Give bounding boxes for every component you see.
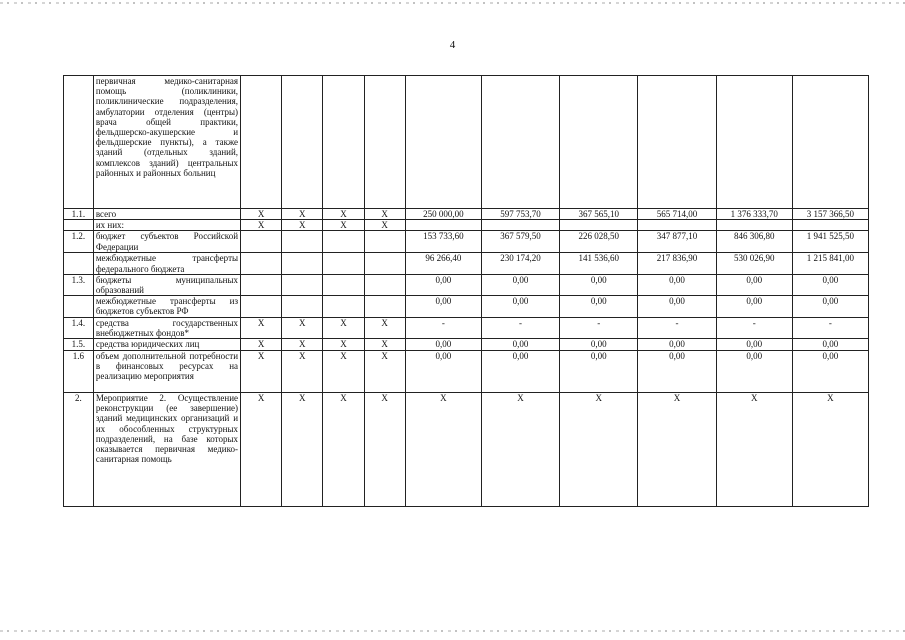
mark-cell: Х — [323, 209, 364, 220]
value-cell — [560, 220, 638, 231]
value-cell: 141 536,60 — [560, 253, 638, 274]
value-cell: 0,00 — [481, 351, 559, 393]
value-cell: 0,00 — [716, 339, 792, 351]
mark-cell — [364, 253, 405, 274]
mark-cell — [364, 231, 405, 253]
value-cell: - — [481, 317, 559, 338]
mark-cell: Х — [323, 339, 364, 351]
value-cell: 0,00 — [792, 274, 868, 295]
value-cell: 347 877,10 — [638, 231, 716, 253]
value-cell — [792, 76, 868, 209]
mark-cell — [282, 76, 323, 209]
value-cell: 367 579,50 — [481, 231, 559, 253]
row-name-cell: их них: — [93, 220, 240, 231]
value-cell: 0,00 — [792, 296, 868, 317]
row-name-cell: объем дополнительной потребности в финансовых ресурсах на реализацию мероприятия — [93, 351, 240, 393]
mark-cell: Х — [241, 393, 282, 507]
mark-cell: Х — [282, 317, 323, 338]
row-number-cell: 2. — [64, 393, 94, 507]
row-number-cell: 1.5. — [64, 339, 94, 351]
value-cell: Х — [792, 393, 868, 507]
mark-cell: Х — [282, 351, 323, 393]
value-cell: Х — [405, 393, 481, 507]
mark-cell: Х — [323, 351, 364, 393]
value-cell: 565 714,00 — [638, 209, 716, 220]
value-cell: 0,00 — [716, 351, 792, 393]
mark-cell — [323, 296, 364, 317]
table-row — [64, 253, 869, 274]
value-cell: 0,00 — [405, 339, 481, 351]
value-cell: 0,00 — [405, 274, 481, 295]
page-number: 4 — [449, 39, 456, 51]
value-cell: 0,00 — [560, 274, 638, 295]
value-cell: Х — [716, 393, 792, 507]
row-number-cell — [64, 76, 94, 209]
value-cell: 0,00 — [716, 296, 792, 317]
row-number-cell: 1.1. — [64, 209, 94, 220]
mark-cell: Х — [364, 220, 405, 231]
mark-cell — [323, 76, 364, 209]
mark-cell: Х — [364, 393, 405, 507]
value-cell — [405, 220, 481, 231]
financing-table — [63, 75, 869, 507]
value-cell: 0,00 — [716, 274, 792, 295]
mark-cell — [241, 76, 282, 209]
row-number-cell: 1.3. — [64, 274, 94, 295]
value-cell: - — [792, 317, 868, 338]
value-cell: 226 028,50 — [560, 231, 638, 253]
mark-cell: Х — [364, 317, 405, 338]
mark-cell — [282, 231, 323, 253]
row-number-cell — [64, 296, 94, 317]
mark-cell: Х — [323, 393, 364, 507]
row-name-cell: бюджеты муниципальных образований — [93, 274, 240, 295]
mark-cell: Х — [282, 220, 323, 231]
mark-cell — [282, 274, 323, 295]
mark-cell — [241, 274, 282, 295]
mark-cell: Х — [323, 220, 364, 231]
value-cell: 846 306,80 — [716, 231, 792, 253]
table-row — [64, 351, 869, 393]
value-cell: 0,00 — [405, 351, 481, 393]
value-cell: Х — [560, 393, 638, 507]
table-row — [64, 393, 869, 507]
row-name-cell: межбюджетные трансферты из бюджетов субъектов РФ — [93, 296, 240, 317]
table-row — [64, 296, 869, 317]
mark-cell: Х — [364, 339, 405, 351]
table-row — [64, 220, 869, 231]
scan-edge-top — [0, 2, 905, 4]
mark-cell — [241, 296, 282, 317]
value-cell: - — [716, 317, 792, 338]
mark-cell: Х — [282, 209, 323, 220]
table-row — [64, 339, 869, 351]
row-name-cell: средства государственных внебюджетных фондов* — [93, 317, 240, 338]
value-cell: 3 157 366,50 — [792, 209, 868, 220]
value-cell: 1 941 525,50 — [792, 231, 868, 253]
mark-cell — [241, 231, 282, 253]
value-cell: 0,00 — [560, 339, 638, 351]
mark-cell: Х — [323, 317, 364, 338]
row-name-cell: первичная медико-санитарная помощь (поликлиники, поликлинические подразделения, амбулатории отделения (центры) врача общей практики, фельдшерско-акушерские и фельдшерские пункты), а также зданий (отдельных зданий, комплексов зданий) центральных районных и районных больниц — [93, 76, 240, 209]
row-name-cell: Мероприятие 2. Осуществление реконструкции (ее завершение) зданий медицинских организаций и их обособленных структурных подразделений, на базе которых оказывается первичная медико-санитарная помощь — [93, 393, 240, 507]
value-cell — [638, 76, 716, 209]
mark-cell — [282, 253, 323, 274]
row-name-cell: средства юридических лиц — [93, 339, 240, 351]
table-row — [64, 231, 869, 253]
row-number-cell: 1.2. — [64, 231, 94, 253]
value-cell: 530 026,90 — [716, 253, 792, 274]
value-cell: 217 836,90 — [638, 253, 716, 274]
table-row — [64, 209, 869, 220]
value-cell: 1 376 333,70 — [716, 209, 792, 220]
mark-cell — [323, 274, 364, 295]
mark-cell — [323, 231, 364, 253]
mark-cell: Х — [282, 339, 323, 351]
value-cell: 0,00 — [638, 274, 716, 295]
row-number-cell — [64, 253, 94, 274]
value-cell — [481, 76, 559, 209]
value-cell: 0,00 — [481, 274, 559, 295]
value-cell: - — [560, 317, 638, 338]
value-cell: 96 266,40 — [405, 253, 481, 274]
value-cell: 367 565,10 — [560, 209, 638, 220]
value-cell: 0,00 — [792, 351, 868, 393]
scan-edge-bottom — [0, 630, 905, 632]
value-cell: 0,00 — [560, 296, 638, 317]
value-cell: 0,00 — [638, 296, 716, 317]
table-row — [64, 76, 869, 209]
value-cell: 597 753,70 — [481, 209, 559, 220]
mark-cell: Х — [241, 317, 282, 338]
mark-cell — [364, 274, 405, 295]
value-cell — [716, 220, 792, 231]
mark-cell: Х — [241, 351, 282, 393]
value-cell — [716, 76, 792, 209]
row-name-cell: всего — [93, 209, 240, 220]
mark-cell — [241, 253, 282, 274]
value-cell: 0,00 — [481, 296, 559, 317]
value-cell: Х — [481, 393, 559, 507]
mark-cell — [282, 296, 323, 317]
value-cell — [638, 220, 716, 231]
mark-cell — [364, 76, 405, 209]
value-cell: 153 733,60 — [405, 231, 481, 253]
value-cell: - — [638, 317, 716, 338]
value-cell — [405, 76, 481, 209]
mark-cell — [323, 253, 364, 274]
mark-cell: Х — [241, 220, 282, 231]
mark-cell — [364, 296, 405, 317]
value-cell: - — [405, 317, 481, 338]
row-number-cell — [64, 220, 94, 231]
value-cell — [560, 76, 638, 209]
value-cell: 230 174,20 — [481, 253, 559, 274]
mark-cell: Х — [364, 351, 405, 393]
row-number-cell: 1.6 — [64, 351, 94, 393]
row-name-cell: межбюджетные трансферты федерального бюджета — [93, 253, 240, 274]
table-row — [64, 317, 869, 338]
value-cell: Х — [638, 393, 716, 507]
value-cell — [481, 220, 559, 231]
value-cell: 0,00 — [560, 351, 638, 393]
mark-cell: Х — [241, 209, 282, 220]
value-cell: 0,00 — [405, 296, 481, 317]
mark-cell: Х — [241, 339, 282, 351]
value-cell: 0,00 — [792, 339, 868, 351]
value-cell: 0,00 — [638, 339, 716, 351]
value-cell: 250 000,00 — [405, 209, 481, 220]
table-row — [64, 274, 869, 295]
row-number-cell: 1.4. — [64, 317, 94, 338]
value-cell: 0,00 — [481, 339, 559, 351]
value-cell: 0,00 — [638, 351, 716, 393]
value-cell: 1 215 841,00 — [792, 253, 868, 274]
row-name-cell: бюджет субъектов Российской Федерации — [93, 231, 240, 253]
value-cell — [792, 220, 868, 231]
mark-cell: Х — [282, 393, 323, 507]
mark-cell: Х — [364, 209, 405, 220]
